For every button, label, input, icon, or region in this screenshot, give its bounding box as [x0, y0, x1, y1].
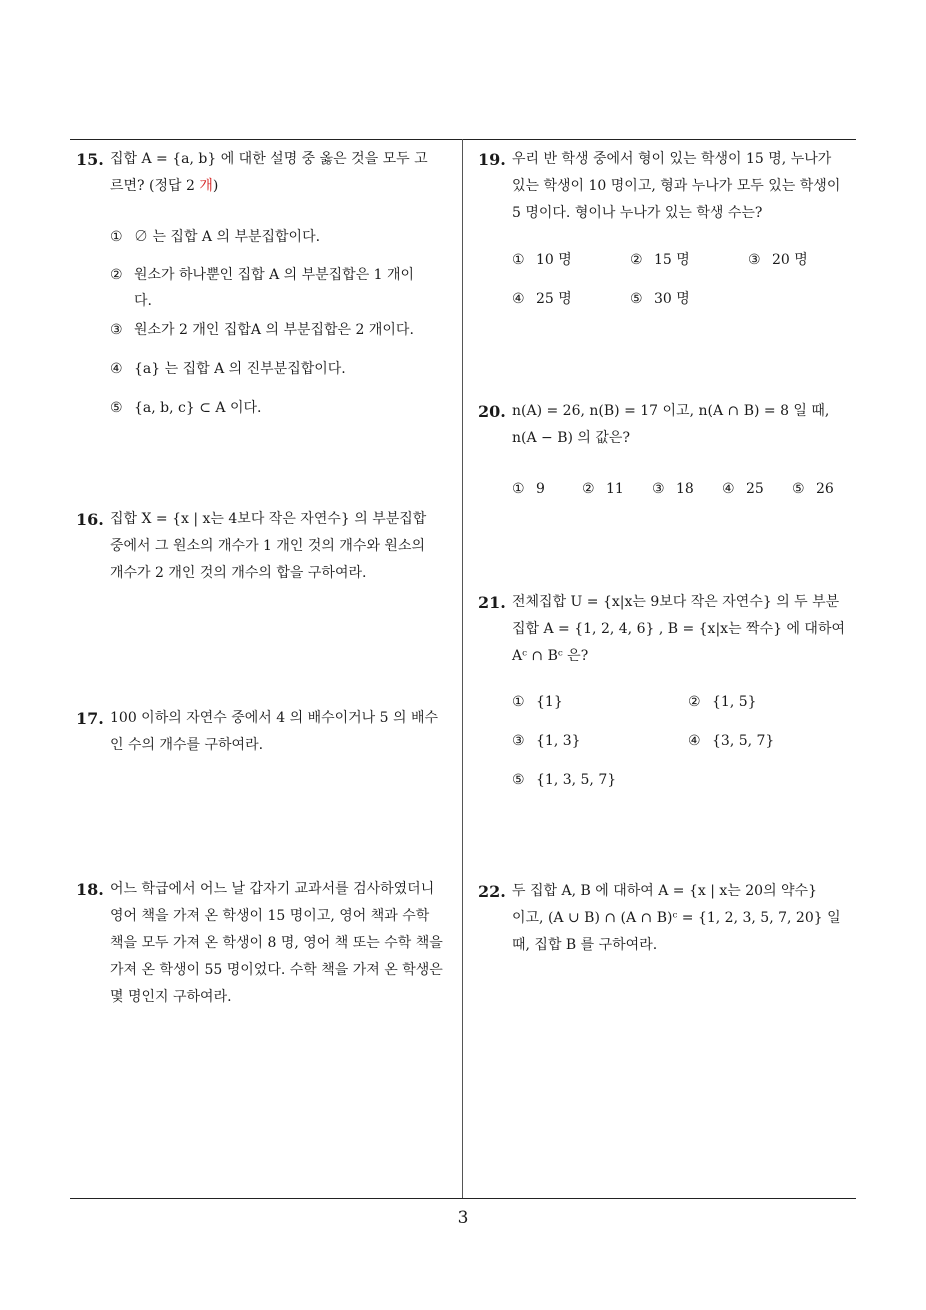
q20-option-4[interactable]: ④ 25 — [722, 481, 764, 497]
q19-option-3[interactable]: ③ 20 명 — [748, 252, 808, 268]
question-18 — [76, 876, 456, 1011]
question-text: 집합 X = {x | x는 4보다 작은 자연수} 의 부분집합 중에서 그 원소의 개수가 1 개인 것의 개수와 원소의 개수가 2 개인 것의 개수의 합을 구하여라. — [110, 511, 427, 581]
question-number: 19. — [478, 150, 506, 169]
highlight-count: 개 — [199, 178, 213, 194]
q19-option-2[interactable]: ② 15 명 — [630, 252, 690, 268]
question-text: 우리 반 학생 중에서 형이 있는 학생이 15 명, 누나가 있는 학생이 10 명이고, 형과 누나가 모두 있는 학생이 5 명이다. 형이나 누나가 있는 학생 수는? — [512, 151, 841, 221]
q21-option-1[interactable]: ① {1} — [512, 694, 563, 710]
q20-option-5[interactable]: ⑤ 26 — [792, 481, 834, 497]
question-21 — [478, 589, 860, 670]
q21-option-5[interactable]: ⑤ {1, 3, 5, 7} — [512, 772, 617, 788]
q19-option-1[interactable]: ① 10 명 — [512, 252, 572, 268]
question-text: 100 이하의 자연수 중에서 4 의 배수이거나 5 의 배수 인 수의 개수를 구하여라. — [110, 710, 439, 753]
question-16 — [76, 506, 456, 587]
question-17 — [76, 705, 456, 759]
question-number: 21. — [478, 593, 506, 612]
q20-option-2[interactable]: ② 11 — [582, 481, 624, 497]
q21-option-3[interactable]: ③ {1, 3} — [512, 733, 581, 749]
q21-option-2[interactable]: ② {1, 5} — [688, 694, 757, 710]
top-rule — [70, 139, 856, 140]
question-text: n(A) = 26, n(B) = 17 이고, n(A ∩ B) = 8 일 때, n(A − B) 의 값은? — [512, 403, 830, 446]
q15-option-5[interactable]: ⑤ {a, b, c} ⊂ A 이다. — [110, 400, 262, 416]
bottom-rule — [70, 1198, 856, 1199]
question-number: 15. — [76, 150, 104, 169]
question-number: 22. — [478, 882, 506, 901]
page-number: 3 — [457, 1208, 469, 1228]
question-text: 어느 학급에서 어느 날 갑자기 교과서를 검사하였더니 영어 책을 가져 온 학생이 15 명이고, 영어 책과 수학 책을 모두 가져 온 학생이 8 명, 영어 책 또는 수학 책을 가져 온 학생이 55 명이었다. 수학 책을 가져 온 학생은 몇 명인지 구하여라. — [110, 881, 443, 1005]
question-number: 17. — [76, 709, 104, 728]
question-22 — [478, 878, 860, 959]
question-text: 집합 A = {a, b} 에 대한 설명 중 옳은 것을 모두 고 르면? (정답 2 개) — [110, 151, 428, 194]
q19-option-4[interactable]: ④ 25 명 — [512, 291, 572, 307]
question-text: 전체집합 U = {x|x는 9보다 작은 자연수} 의 두 부분 집합 A = {1, 2, 4, 6} , B = {x|x는 짝수} 에 대하여 Aᶜ ∩ Bᶜ 은? — [512, 594, 845, 664]
q15-option-4[interactable]: ④ {a} 는 집합 A 의 진부분집합이다. — [110, 361, 346, 377]
q19-option-5[interactable]: ⑤ 30 명 — [630, 291, 690, 307]
q15-option-3[interactable]: ③ 원소가 2 개인 집합A 의 부분집합은 2 개이다. — [110, 322, 414, 338]
q20-option-3[interactable]: ③ 18 — [652, 481, 694, 497]
question-19 — [478, 146, 860, 227]
question-number: 20. — [478, 402, 506, 421]
question-20 — [478, 398, 860, 452]
question-text: 두 집합 A, B 에 대하여 A = {x | x는 20의 약수} 이고, (A ∪ B) ∩ (A ∩ B)ᶜ = {1, 2, 3, 5, 7, 20} 일 때, 집합 B 를 구하여라. — [512, 883, 841, 953]
question-number: 16. — [76, 510, 104, 529]
question-number: 18. — [76, 880, 104, 899]
q15-option-1[interactable]: ① ∅ 는 집합 A 의 부분집합이다. — [110, 229, 321, 245]
question-15 — [76, 146, 456, 200]
q15-option-2[interactable]: ② 원소가 하나뿐인 집합 A 의 부분집합은 1 개이 다. — [110, 267, 415, 309]
column-divider — [462, 139, 463, 1199]
q21-option-4[interactable]: ④ {3, 5, 7} — [688, 733, 775, 749]
q20-option-1[interactable]: ① 9 — [512, 481, 545, 497]
